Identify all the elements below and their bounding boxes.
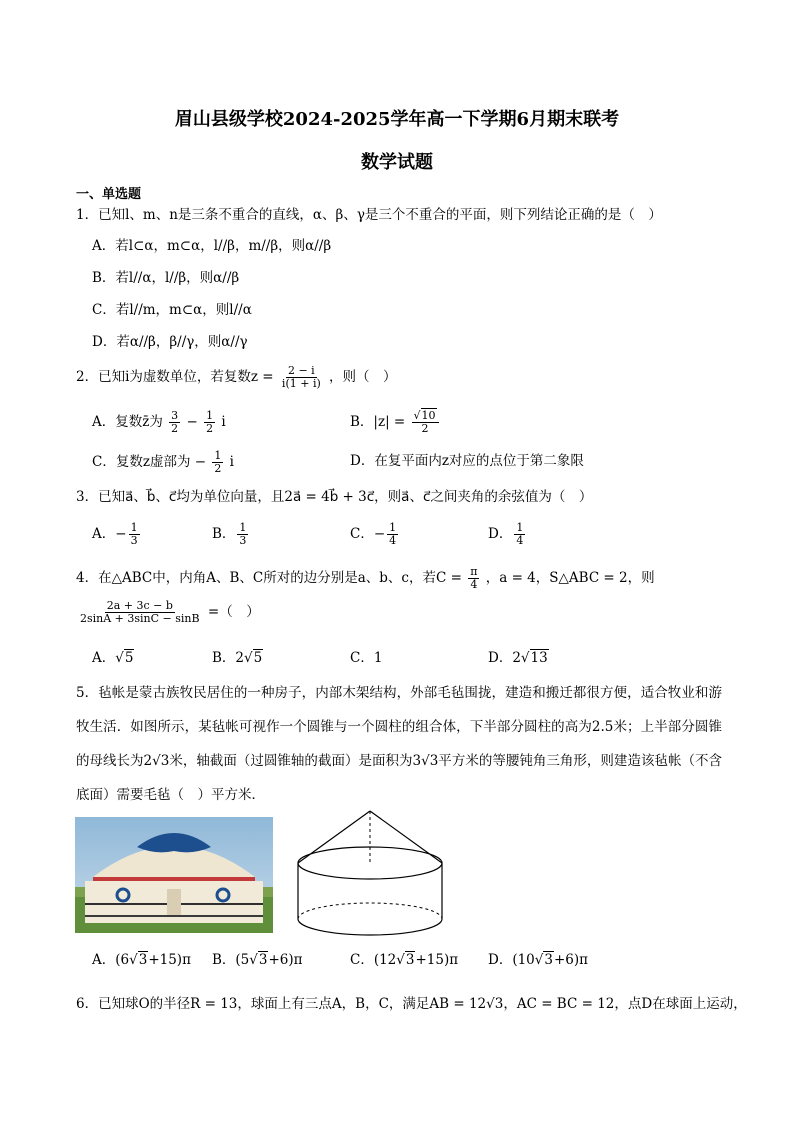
- sqrt-radicand: 5: [124, 650, 134, 666]
- frac-den: 4: [470, 578, 478, 591]
- q4-b-text: B．2: [212, 650, 245, 666]
- section-heading: 一、单选题: [76, 187, 142, 202]
- exam-subtitle: 数学试题: [361, 152, 433, 173]
- sqrt-radicand: 3: [258, 952, 268, 968]
- q3-c-frac: [387, 522, 398, 547]
- q2-b-text: B．|z| =: [350, 414, 406, 430]
- q2-fraction: [280, 365, 323, 390]
- q3-b-text: B．: [212, 526, 236, 542]
- q4-stem-pre: 4．在△ABC中，内角A、B、C所对的边分别是a、b、c，若C =: [76, 570, 462, 586]
- q5-b-pre: B．(5: [212, 952, 250, 968]
- q4-expression: [76, 600, 260, 625]
- frac-num: π: [470, 565, 478, 578]
- q5-d-pre: D．(10: [488, 952, 535, 968]
- q2-stem-post: ，则（ ）: [329, 369, 397, 385]
- q5-text: 5．毡帐是蒙古族牧民居住的一种房子，内部木架结构，外部毛毡围拢，建造和搬迁都很方便，适合牧业和游牧生活．如图所示，某毡帐可视作一个圆锥与一个圆柱的组合体，下半部分圆柱的高为2.5米；上半部分圆锥的母线长为2√3米，轴截面（过圆锥轴的截面）是面积为3√3平方米的等腰钝角三角形，则建造该毡帐（不含底面）需要毛毡（ ）平方米．: [76, 685, 722, 803]
- q1-option-a: A．若l⊂α，m⊂α，l//β，m//β，则α//β: [92, 238, 332, 254]
- frac-num: 3: [171, 409, 179, 422]
- frac-den: 3: [239, 534, 247, 547]
- q2-b-frac: [412, 410, 439, 435]
- q2-a-text: A．复数z̄为: [92, 414, 163, 430]
- q3-c-text: C．−: [350, 526, 386, 542]
- q3-option-c: [350, 522, 400, 547]
- q2-c-i: i: [229, 454, 234, 470]
- q4-option-d: D．2√13: [488, 650, 548, 666]
- q1-option-c: C．若l//m，m⊂α，则l//α: [92, 302, 252, 318]
- q1-stem: 1．已知l、m、n是三条不重合的直线，α、β、γ是三个不重合的平面，则下列结论正确的是（ ）: [76, 207, 662, 223]
- frac-den: 3: [130, 534, 138, 547]
- exam-title: 眉山县级学校2024-2025学年高一下学期6月期末联考: [174, 109, 620, 130]
- q1-option-d: D．若α//β，β//γ，则α//γ: [92, 334, 248, 350]
- q5-option-a: A．(6√3+15)π: [92, 952, 191, 968]
- q5-c-post: +15)π: [415, 952, 459, 968]
- frac-num: √10: [412, 410, 439, 423]
- q3-stem: 3．已知a⃗、b⃗、c⃗均为单位向量，且2a⃗ = 4b⃗ + 3c⃗，则a⃗、c⃗之间夹角的余弦值为（ ）: [76, 489, 593, 505]
- q4-angle-frac: [468, 566, 479, 591]
- q5-option-b: B．(5√3+6)π: [212, 952, 303, 968]
- q2-fraction-denominator: i(1 + i): [281, 377, 321, 390]
- cone-cylinder-diagram: [290, 807, 450, 939]
- q4-expr-post: =（ ）: [207, 604, 260, 620]
- q2-stem-pre: 2．已知i为虚数单位，若复数z =: [76, 369, 274, 385]
- q5-a-pre: A．(6: [92, 952, 130, 968]
- frac-num: 1: [130, 521, 138, 534]
- sqrt-radicand: 3: [544, 952, 553, 968]
- frac-den: 2: [171, 422, 179, 435]
- q3-option-a: [92, 522, 142, 547]
- frac-den: 2sinA + 3sinC − sinB: [80, 612, 200, 625]
- q2-option-c: [92, 450, 234, 475]
- q2-fraction-numerator: 2 − i: [287, 364, 315, 377]
- q2-option-a: [92, 410, 226, 435]
- yurt-photo-image: [75, 817, 273, 933]
- q4-option-a: A．√5: [92, 650, 134, 666]
- q3-d-frac: [514, 522, 525, 547]
- frac-num: 2a + 3c − b: [106, 599, 173, 612]
- q4-option-b: B．2√5: [212, 650, 263, 666]
- q5-d-post: +6)π: [553, 952, 589, 968]
- frac-num: 1: [516, 521, 524, 534]
- q1-option-b: B．若l//α，l//β，则α//β: [92, 270, 240, 286]
- frac-den: 4: [389, 534, 397, 547]
- q3-b-frac: [237, 522, 248, 547]
- q3-d-text: D．: [488, 526, 513, 542]
- q4-stem: [76, 566, 655, 591]
- q5-option-c: C．(12√3+15)π: [350, 952, 459, 968]
- q2-c-text: C．复数z虚部为 −: [92, 454, 207, 470]
- sqrt-radicand: 3: [138, 952, 148, 968]
- q2-a-minus: −: [186, 414, 198, 430]
- q2-c-frac: [212, 450, 223, 475]
- q5-b-post: +6)π: [268, 952, 303, 968]
- q2-option-b: [350, 410, 441, 435]
- frac-den: 2: [421, 422, 429, 435]
- q4-expr-frac: [78, 600, 202, 625]
- sqrt-radicand: 3: [405, 952, 415, 968]
- frac-den: 4: [516, 534, 524, 547]
- q3-option-d: [488, 522, 527, 547]
- q6-stem: 6．已知球O的半径R = 13，球面上有三点A，B，C，满足AB = 12√3，AC = BC = 12，点D在球面上运动，: [76, 996, 747, 1012]
- q5-a-post: +15)π: [148, 952, 191, 968]
- q3-a-text: A．−: [92, 526, 127, 542]
- frac-num: 1: [206, 409, 214, 422]
- q3-a-frac: [129, 522, 140, 547]
- sqrt-radicand: 5: [253, 650, 263, 666]
- q4-a-text: A．: [92, 650, 116, 666]
- frac-den: 2: [214, 462, 222, 475]
- frac-num: 1: [389, 521, 397, 534]
- q5-option-d: D．(10√3+6)π: [488, 952, 589, 968]
- q4-stem-post: ，a = 4，S△ABC = 2，则: [485, 570, 655, 586]
- frac-num: 1: [239, 521, 247, 534]
- q2-stem: [76, 365, 397, 390]
- q2-a-frac1: [169, 410, 180, 435]
- yurt-photo: [75, 817, 273, 933]
- q2-a-i: i: [221, 414, 226, 430]
- q2-a-frac2: [204, 410, 215, 435]
- q2-option-d: D．在复平面内z对应的点位于第二象限: [350, 453, 584, 469]
- sqrt-radicand: 13: [530, 650, 548, 666]
- sqrt-radicand: 10: [421, 409, 436, 422]
- frac-den: 2: [206, 422, 214, 435]
- frac-num: 1: [214, 449, 222, 462]
- cone-cylinder-figure: [290, 807, 450, 939]
- q4-option-c: C．1: [350, 650, 383, 666]
- q5-c-pre: C．(12: [350, 952, 397, 968]
- q4-d-text: D．2: [488, 650, 521, 666]
- q3-option-b: [212, 522, 250, 547]
